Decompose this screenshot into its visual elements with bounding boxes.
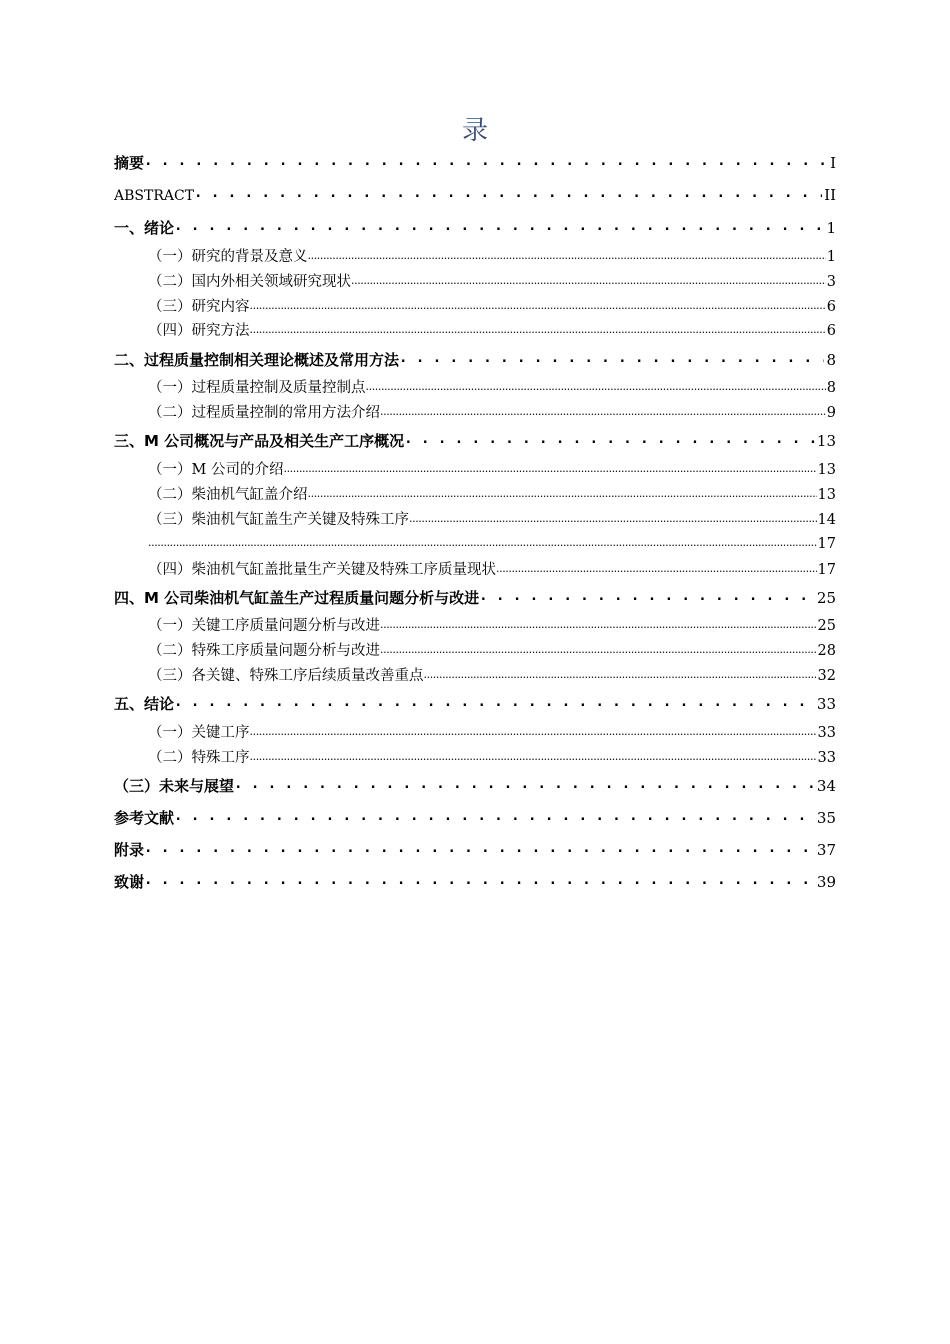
toc-page-number: 6	[826, 299, 836, 315]
toc-entry-text: 摘要	[114, 154, 145, 172]
toc-page-number: 33	[817, 750, 836, 766]
toc-page-number: 1	[826, 219, 836, 237]
toc-dot-leader	[174, 694, 815, 709]
toc-dot-leader	[144, 872, 815, 887]
toc-dot-leader	[148, 533, 817, 548]
toc-page-number: II	[824, 186, 836, 204]
toc-entry-text: （二）特殊工序质量问题分析与改进	[148, 643, 380, 659]
toc-dot-leader	[479, 588, 815, 603]
toc-dot-leader	[404, 431, 815, 446]
toc-page-number: 6	[826, 323, 836, 339]
toc-page-number: 13	[817, 487, 836, 503]
toc-entry[interactable]	[148, 533, 836, 552]
toc-entry-text: 一、绪论	[114, 219, 175, 237]
toc-entry-text: （三）各关键、特殊工序后续质量改善重点	[148, 668, 424, 684]
toc-entry[interactable]	[148, 508, 836, 529]
toc-title: 录	[461, 116, 488, 146]
toc-entry[interactable]	[114, 430, 836, 451]
toc-entry[interactable]	[148, 319, 836, 340]
toc-entry[interactable]	[148, 270, 836, 291]
toc-dot-leader	[283, 460, 816, 475]
toc-entry[interactable]	[148, 746, 836, 767]
toc-dot-leader	[174, 808, 815, 823]
toc-entry[interactable]	[114, 871, 836, 892]
toc-entry-text: （二）国内外相关领域研究现状	[148, 274, 351, 290]
toc-page-number: 28	[817, 643, 836, 659]
toc-entry[interactable]	[148, 558, 836, 579]
toc-dot-leader	[424, 666, 817, 681]
toc-entry-text: （三）未来与展望	[114, 777, 235, 795]
toc-page-number: 9	[826, 405, 836, 421]
toc-entry[interactable]	[148, 614, 836, 635]
toc-entry[interactable]	[114, 349, 836, 370]
toc-entry[interactable]	[148, 639, 836, 660]
toc-dot-leader	[366, 378, 826, 393]
toc-entry[interactable]	[148, 376, 836, 397]
toc-page-number: 33	[816, 695, 836, 713]
toc-dot-leader	[351, 272, 826, 287]
toc-entry-text: （二）过程质量控制的常用方法介绍	[148, 405, 380, 421]
toc-dot-leader	[250, 723, 817, 738]
toc-dot-leader	[250, 748, 817, 763]
toc-page-number: 39	[816, 873, 836, 891]
toc-page-number: 8	[826, 380, 836, 396]
toc-entry-text: 二、过程质量控制相关理论概述及常用方法	[114, 351, 400, 369]
toc-entry-text: （四）研究方法	[148, 323, 250, 339]
toc-dot-leader	[380, 616, 817, 631]
toc-entry-text: （三）柴油机气缸盖生产关键及特殊工序	[148, 512, 409, 528]
toc-entry-text: （一）关键工序质量问题分析与改进	[148, 618, 380, 634]
toc-entry[interactable]	[114, 775, 836, 796]
toc-entry-text: 三、M 公司概况与产品及相关生产工序概况	[114, 432, 405, 450]
toc-entry[interactable]	[114, 217, 836, 238]
toc-dot-leader	[174, 218, 824, 233]
toc-entry[interactable]	[148, 664, 836, 685]
toc-page-number: 13	[816, 432, 836, 450]
toc-dot-leader	[250, 321, 826, 336]
toc-entry[interactable]	[148, 721, 836, 742]
toc-page-number: 1	[826, 249, 836, 265]
toc-dot-leader	[496, 560, 817, 575]
toc-entry-text: 参考文献	[114, 809, 175, 827]
toc-dot-leader	[144, 153, 828, 168]
toc-entry[interactable]	[114, 185, 836, 204]
toc-page-number: 35	[816, 809, 836, 827]
toc-page-number: 13	[817, 462, 836, 478]
toc-dot-leader	[250, 297, 826, 312]
toc-page-number: 17	[817, 535, 836, 552]
toc-page-number: 8	[826, 351, 836, 369]
toc-entry-text: 四、M 公司柴油机气缸盖生产过程质量问题分析与改进	[114, 589, 480, 607]
toc-page-number: 14	[817, 512, 836, 528]
toc-entry-text: （一）研究的背景及意义	[148, 249, 308, 265]
toc-entry[interactable]	[114, 839, 836, 860]
toc-entry-text: （一）关键工序	[148, 725, 250, 741]
toc-page-number: 37	[816, 841, 836, 859]
toc-entry[interactable]	[114, 152, 836, 173]
toc-page-number: 33	[817, 725, 836, 741]
toc-entry[interactable]	[148, 401, 836, 422]
toc-entry[interactable]	[148, 295, 836, 316]
toc-entry-text: 五、结论	[114, 695, 175, 713]
toc-entry-text: 致谢	[114, 873, 145, 891]
toc-entry-text: （四）柴油机气缸盖批量生产关键及特殊工序质量现状	[148, 562, 496, 578]
toc-page-number: 32	[817, 668, 836, 684]
toc-dot-leader	[194, 185, 822, 200]
toc-page-number: 25	[816, 589, 836, 607]
toc-entry-text: ABSTRACT	[114, 188, 195, 204]
toc-page-number: 3	[826, 274, 836, 290]
toc-entry[interactable]	[114, 807, 836, 828]
toc-dot-leader	[308, 485, 817, 500]
toc-entry[interactable]	[114, 693, 836, 714]
toc-page-number: 34	[816, 777, 836, 795]
toc-entry-text: （二）特殊工序	[148, 750, 250, 766]
toc-entry[interactable]	[114, 587, 836, 608]
toc-entry[interactable]	[148, 483, 836, 504]
toc-entry[interactable]	[148, 458, 836, 479]
toc-dot-leader	[144, 840, 815, 855]
toc-dot-leader	[234, 776, 815, 791]
toc-entry[interactable]	[148, 245, 836, 266]
toc-entry-text: （二）柴油机气缸盖介绍	[148, 487, 308, 503]
toc-entry-text: 附录	[114, 841, 145, 859]
toc-dot-leader	[380, 403, 826, 418]
toc-dot-leader	[380, 641, 817, 656]
toc-entry-text: （一）M 公司的介绍	[148, 462, 284, 478]
toc-page-number: 17	[817, 562, 836, 578]
toc-dot-leader	[409, 510, 817, 525]
toc-dot-leader	[399, 350, 824, 365]
toc-page-number: 25	[817, 618, 836, 634]
toc-entry-text: （三）研究内容	[148, 299, 250, 315]
toc-entry-text: （一）过程质量控制及质量控制点	[148, 380, 366, 396]
toc-page-number: I	[830, 154, 836, 172]
toc-dot-leader	[308, 247, 826, 262]
